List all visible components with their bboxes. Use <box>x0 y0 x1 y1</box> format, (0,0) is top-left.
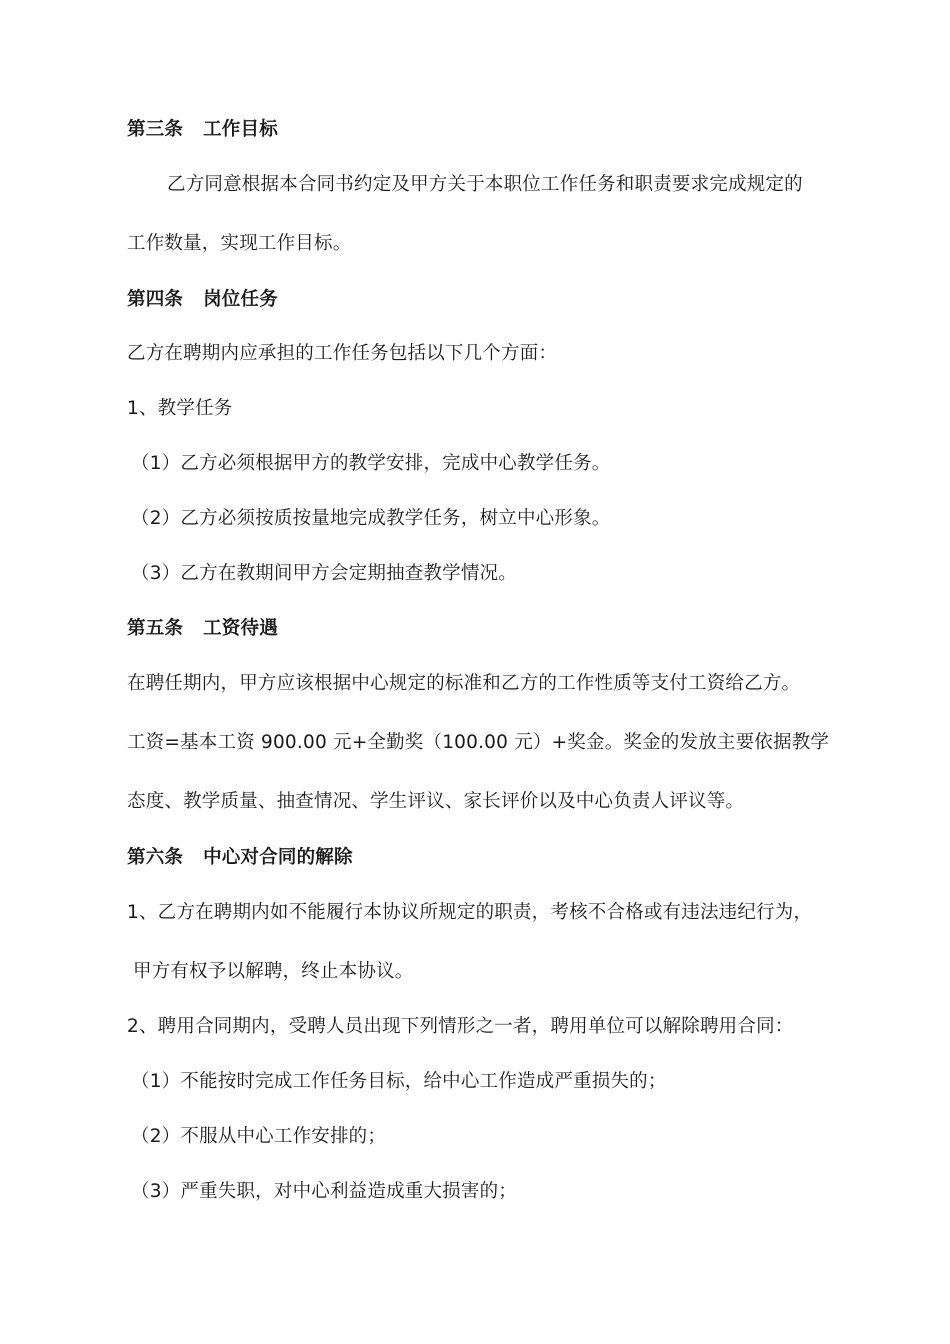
article-4-intro: 乙方在聘期内应承担的工作任务包括以下几个方面： <box>127 343 558 364</box>
article-3-title: 工作目标 <box>203 119 278 140</box>
article-5-paragraph-1: 在聘任期内，甲方应该根据中心规定的标准和乙方的工作性质等支付工资给乙方。 <box>127 673 801 694</box>
article-4-heading <box>127 287 850 313</box>
article-3-paragraph-line-2: 工作数量，实现工作目标。 <box>127 233 352 254</box>
article-5-paragraph-2-line-2: 态度、教学质量、抽查情况、学生评议、家长评价以及中心负责人评议等。 <box>127 791 745 812</box>
article-4-number: 第四条 <box>127 289 184 310</box>
article-3-number: 第三条 <box>127 119 184 140</box>
article-6-subitem-2: （2）不服从中心工作安排的； <box>131 1126 387 1147</box>
article-5-paragraph-2-line-1: 工资=基本工资 900.00 元+全勤奖（100.00 元）+奖金。奖金的发放主要依据教学 <box>127 732 830 753</box>
article-4-subitem-3: （3）乙方在教期间甲方会定期抽查教学情况。 <box>131 563 517 584</box>
article-6-item-1-line-2: 甲方有权予以解聘，终止本协议。 <box>133 961 414 982</box>
article-4-subitem-1: （1）乙方必须根据甲方的教学安排，完成中心教学任务。 <box>131 453 611 474</box>
article-3-heading <box>127 117 850 143</box>
article-4-subitem-2: （2）乙方必须按质按量地完成教学任务，树立中心形象。 <box>131 508 611 529</box>
article-6-item-1-line-1: 1、乙方在聘期内如不能履行本协议所规定的职责，考核不合格或有违法违纪行为， <box>127 902 813 923</box>
article-4-item-1: 1、教学任务 <box>127 398 233 419</box>
article-3-paragraph-line-1: 乙方同意根据本合同书约定及甲方关于本职位工作任务和职责要求完成规定的 <box>167 174 803 195</box>
article-6-subitem-1: （1）不能按时完成工作任务目标，给中心工作造成严重损失的； <box>131 1071 667 1092</box>
article-4-title: 岗位任务 <box>203 289 278 310</box>
article-5-title: 工资待遇 <box>203 618 278 639</box>
article-5-heading <box>127 616 850 642</box>
article-5-number: 第五条 <box>127 618 184 639</box>
article-6-heading <box>127 845 850 871</box>
article-6-item-2: 2、聘用合同期内，受聘人员出现下列情形之一者，聘用单位可以解除聘用合同： <box>127 1016 794 1037</box>
article-6-number: 第六条 <box>127 847 184 868</box>
article-6-subitem-3: （3）严重失职，对中心利益造成重大损害的； <box>131 1181 517 1202</box>
article-6-title: 中心对合同的解除 <box>203 847 353 868</box>
